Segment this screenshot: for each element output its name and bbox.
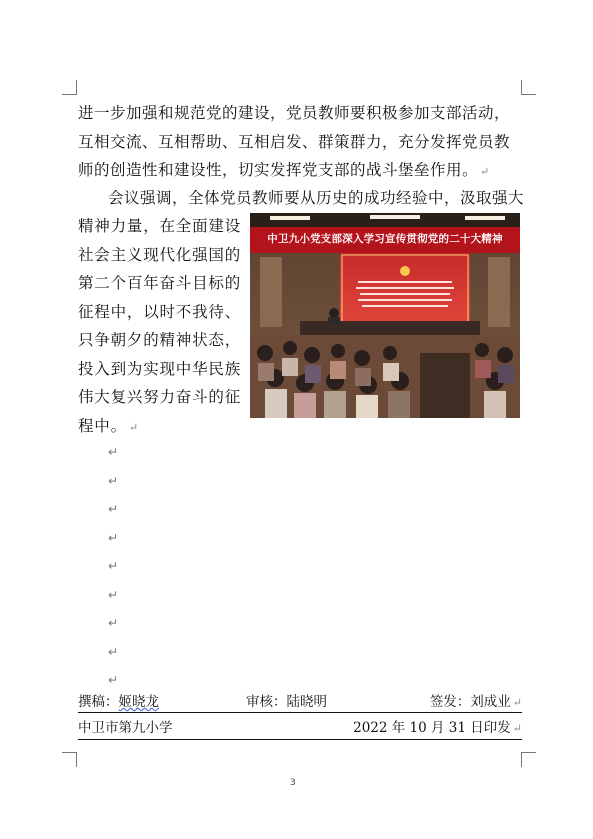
paragraph-party-building[interactable] [78,99,524,187]
text-line: 投入到为实现中华民族 [78,359,242,378]
issuer-credit[interactable]: 签发：刘成业 ↵ [429,694,522,710]
empty-paragraph-mark: ↵ [108,587,119,602]
paragraph-mark: ↵ [128,420,139,434]
paragraph-mark: ↵ [512,722,522,735]
issue-line [78,718,522,740]
paragraph-text: 会议强调，全体党员教师要从历史的成功经验中，汲取强大 [108,189,525,207]
crop-mark-top-left [62,80,77,95]
empty-paragraph-mark: ↵ [108,644,119,659]
text-line: 只争朝夕的精神状态， [78,331,242,349]
text-line: 伟大复兴努力奋斗的征 [78,388,242,406]
empty-paragraph-mark: ↵ [108,673,119,687]
text-line: 精神力量，在全面建设 [78,217,242,235]
issue-date[interactable]: 2022 年 10 月 31 日印发 ↵ [353,720,522,736]
text-line: 程中。 ↵ [78,416,139,435]
paragraph-mark: ↵ [512,696,522,709]
page-number: 3 [290,778,296,788]
text-line: 社会主义现代化强国的 [78,245,242,264]
empty-paragraph-mark: ↵ [108,473,119,488]
text-line: 第二个百年奋斗目标的 [78,274,242,292]
empty-paragraph-mark: ↵ [108,616,119,630]
crop-mark-bottom-right [521,752,536,767]
school-name[interactable]: 中卫市第九小学 [78,720,173,736]
author-credit[interactable]: 撰稿：姬晓龙 [78,694,159,710]
wrapped-text-column[interactable] [78,212,250,442]
text-line: 征程中，以时不我待、 [78,302,242,321]
empty-paragraph-mark: ↵ [108,502,119,516]
empty-paragraph-mark: ↵ [108,445,119,459]
paragraph-text: 进一步加强和规范党的建设，党员教师要积极参加支部活动，互相交流、互相帮助、互相启发、群策群力，充分发挥党员教师的创造性和建设性，切实发挥党支部的战斗堡垒作用。 [78,104,511,179]
crop-mark-top-right [521,80,536,95]
empty-paragraph-mark: ↵ [108,559,119,573]
author-name: 姬晓龙 [118,694,159,710]
reviewer-credit[interactable]: 审核：陆晓明 [246,694,327,710]
signature-line [78,692,522,713]
paragraph-meeting-emphasis[interactable] [78,184,524,213]
empty-paragraph-marks [108,438,118,695]
meeting-photo[interactable] [250,213,520,418]
photo-banner-text: 中卫九小党支部深入学习宣传贯彻党的二十大精神 [267,233,503,245]
paragraph-mark: ↵ [480,165,490,178]
crop-mark-bottom-left [62,752,77,767]
empty-paragraph-mark: ↵ [108,530,119,545]
